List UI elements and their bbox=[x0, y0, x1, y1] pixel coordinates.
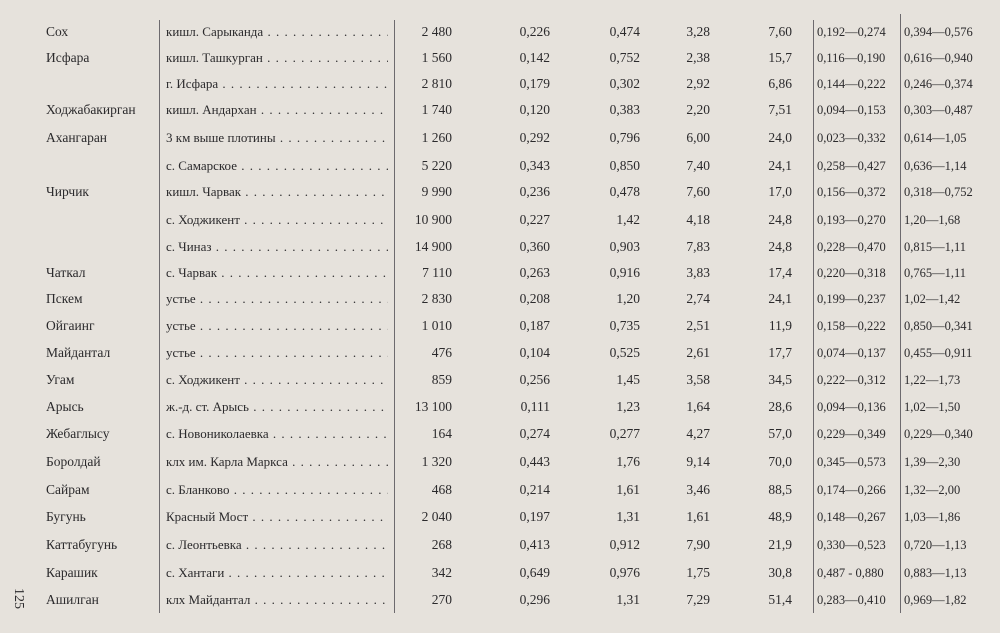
range-2: 0,394—0,576 bbox=[904, 25, 973, 39]
value-4: 28,6 bbox=[768, 399, 792, 414]
basin-area: 342 bbox=[431, 565, 452, 580]
river-name: Каттабугунь bbox=[46, 537, 118, 552]
station-name: с. Чарвак . . . bbox=[166, 260, 388, 286]
station-name: устье . . . bbox=[166, 313, 388, 339]
value-2: 1,23 bbox=[616, 399, 640, 414]
range-1: 0,158—0,222 bbox=[817, 319, 886, 333]
value-3: 2,20 bbox=[686, 102, 710, 117]
station-name: с. Самарское . . . bbox=[166, 153, 388, 179]
value-2: 0,850 bbox=[609, 158, 640, 173]
range-2: 1,32—2,00 bbox=[904, 483, 961, 497]
value-3: 1,75 bbox=[686, 565, 710, 580]
river-name bbox=[46, 153, 158, 179]
value-2: 0,735 bbox=[609, 318, 640, 333]
river-name: Жебаглысу bbox=[46, 426, 110, 441]
station-name: клх им. Карла Маркса . . . bbox=[166, 449, 388, 475]
range-2: 0,969—1,82 bbox=[904, 593, 967, 607]
value-1: 0,296 bbox=[519, 592, 550, 607]
range-2: 1,39—2,30 bbox=[904, 455, 961, 469]
value-3: 2,51 bbox=[686, 318, 710, 333]
basin-area: 2 830 bbox=[421, 291, 452, 306]
table-row bbox=[0, 504, 1000, 530]
table-row bbox=[0, 313, 1000, 339]
basin-area: 7 110 bbox=[422, 265, 452, 280]
value-2: 0,976 bbox=[609, 565, 640, 580]
range-1: 0,330—0,523 bbox=[817, 538, 886, 552]
table-row bbox=[0, 560, 1000, 586]
table-row bbox=[0, 19, 1000, 45]
value-2: 1,76 bbox=[616, 454, 640, 469]
value-3: 4,18 bbox=[686, 212, 710, 227]
river-name bbox=[46, 71, 158, 97]
table-row bbox=[0, 207, 1000, 233]
range-2: 0,303—0,487 bbox=[904, 103, 973, 117]
value-1: 0,104 bbox=[519, 345, 550, 360]
river-name: Ойгаинг bbox=[46, 318, 95, 333]
river-name: Сайрам bbox=[46, 482, 90, 497]
range-2: 0,850—0,341 bbox=[904, 319, 973, 333]
basin-area: 1 560 bbox=[421, 50, 452, 65]
value-2: 0,912 bbox=[609, 537, 640, 552]
basin-area: 2 040 bbox=[421, 509, 452, 524]
river-name bbox=[46, 207, 158, 233]
value-2: 0,478 bbox=[609, 184, 640, 199]
station-name: кишл. Ташкурган . . . bbox=[166, 45, 388, 71]
river-name: Угам bbox=[46, 372, 75, 387]
table-row bbox=[0, 260, 1000, 286]
value-3: 2,92 bbox=[686, 76, 710, 91]
range-1: 0,228—0,470 bbox=[817, 240, 886, 254]
value-4: 24,0 bbox=[768, 130, 792, 145]
table-row bbox=[0, 587, 1000, 613]
basin-area: 1 260 bbox=[421, 130, 452, 145]
river-name: Ашилган bbox=[46, 592, 99, 607]
table-row bbox=[0, 394, 1000, 420]
value-4: 88,5 bbox=[768, 482, 792, 497]
value-4: 51,4 bbox=[768, 592, 792, 607]
table-row bbox=[0, 234, 1000, 260]
value-4: 24,8 bbox=[768, 212, 792, 227]
value-3: 4,27 bbox=[686, 426, 710, 441]
range-2: 0,815—1,11 bbox=[904, 240, 967, 254]
value-4: 7,51 bbox=[768, 102, 792, 117]
basin-area: 1 740 bbox=[421, 102, 452, 117]
value-2: 0,277 bbox=[609, 426, 640, 441]
value-4: 17,4 bbox=[768, 265, 792, 280]
range-1: 0,192—0,274 bbox=[817, 25, 886, 39]
value-4: 21,9 bbox=[768, 537, 792, 552]
station-name: клх Майдантал . . . bbox=[166, 587, 388, 613]
value-4: 7,60 bbox=[768, 24, 792, 39]
value-1: 0,256 bbox=[519, 372, 550, 387]
river-name: Сох bbox=[46, 24, 69, 39]
value-3: 9,14 bbox=[686, 454, 710, 469]
range-2: 0,616—0,940 bbox=[904, 51, 973, 65]
value-2: 1,42 bbox=[616, 212, 640, 227]
station-name: с. Чиназ . . . bbox=[166, 234, 388, 260]
value-4: 17,7 bbox=[768, 345, 792, 360]
value-4: 24,1 bbox=[768, 291, 792, 306]
station-name: с. Ходжикент . . . bbox=[166, 207, 388, 233]
table-row bbox=[0, 125, 1000, 151]
value-4: 48,9 bbox=[768, 509, 792, 524]
river-name: Пскем bbox=[46, 291, 83, 306]
range-2: 0,636—1,14 bbox=[904, 159, 967, 173]
table-row bbox=[0, 367, 1000, 393]
table-row bbox=[0, 45, 1000, 71]
range-2: 0,883—1,13 bbox=[904, 566, 967, 580]
basin-area: 13 100 bbox=[414, 399, 452, 414]
value-2: 0,796 bbox=[609, 130, 640, 145]
table-row bbox=[0, 97, 1000, 123]
basin-area: 1 010 bbox=[421, 318, 452, 333]
value-4: 70,0 bbox=[768, 454, 792, 469]
basin-area: 164 bbox=[431, 426, 452, 441]
range-1: 0,258—0,427 bbox=[817, 159, 886, 173]
range-1: 0,156—0,372 bbox=[817, 185, 886, 199]
range-2: 0,229—0,340 bbox=[904, 427, 973, 441]
value-4: 15,7 bbox=[768, 50, 792, 65]
range-2: 1,03—1,86 bbox=[904, 510, 961, 524]
value-1: 0,227 bbox=[519, 212, 550, 227]
station-name: г. Исфара . . . bbox=[166, 71, 388, 97]
range-1: 0,094—0,153 bbox=[817, 103, 886, 117]
range-2: 1,22—1,73 bbox=[904, 373, 961, 387]
range-1: 0,222—0,312 bbox=[817, 373, 886, 387]
river-name: Майдантал bbox=[46, 345, 111, 360]
station-name: с. Хантаги . . . bbox=[166, 560, 388, 586]
range-1: 0,487 - 0,880 bbox=[817, 566, 884, 580]
value-1: 0,187 bbox=[519, 318, 550, 333]
table-row bbox=[0, 286, 1000, 312]
station-name: устье . . . bbox=[166, 286, 388, 312]
table-row bbox=[0, 340, 1000, 366]
range-2: 0,318—0,752 bbox=[904, 185, 973, 199]
river-name: Ахангаран bbox=[46, 130, 108, 145]
value-2: 1,61 bbox=[616, 482, 640, 497]
value-2: 0,752 bbox=[609, 50, 640, 65]
basin-area: 5 220 bbox=[421, 158, 452, 173]
river-name bbox=[46, 234, 158, 260]
value-3: 7,90 bbox=[686, 537, 710, 552]
value-1: 0,226 bbox=[519, 24, 550, 39]
table-row bbox=[0, 153, 1000, 179]
value-4: 11,9 bbox=[768, 318, 792, 333]
value-2: 0,903 bbox=[609, 239, 640, 254]
range-2: 1,20—1,68 bbox=[904, 213, 961, 227]
value-2: 1,45 bbox=[616, 372, 640, 387]
table-row bbox=[0, 477, 1000, 503]
range-2: 1,02—1,50 bbox=[904, 400, 961, 414]
value-1: 0,413 bbox=[519, 537, 550, 552]
range-1: 0,074—0,137 bbox=[817, 346, 886, 360]
range-2: 1,02—1,42 bbox=[904, 292, 961, 306]
table-row bbox=[0, 532, 1000, 558]
value-1: 0,274 bbox=[519, 426, 550, 441]
value-4: 34,5 bbox=[768, 372, 792, 387]
river-name: Исфара bbox=[46, 50, 90, 65]
basin-area: 14 900 bbox=[414, 239, 452, 254]
range-1: 0,116—0,190 bbox=[817, 51, 886, 65]
value-3: 7,60 bbox=[686, 184, 710, 199]
range-1: 0,023—0,332 bbox=[817, 131, 886, 145]
basin-area: 2 480 bbox=[421, 24, 452, 39]
value-1: 0,292 bbox=[519, 130, 550, 145]
range-1: 0,283—0,410 bbox=[817, 593, 886, 607]
basin-area: 9 990 bbox=[421, 184, 452, 199]
value-3: 3,58 bbox=[686, 372, 710, 387]
river-name: Чирчик bbox=[46, 184, 89, 199]
value-1: 0,120 bbox=[519, 102, 550, 117]
value-1: 0,142 bbox=[519, 50, 550, 65]
value-2: 0,474 bbox=[609, 24, 640, 39]
value-2: 1,20 bbox=[616, 291, 640, 306]
range-1: 0,144—0,222 bbox=[817, 77, 886, 91]
table-row bbox=[0, 421, 1000, 447]
value-1: 0,360 bbox=[519, 239, 550, 254]
range-2: 0,455—0,911 bbox=[904, 346, 973, 360]
range-2: 0,246—0,374 bbox=[904, 77, 973, 91]
basin-area: 268 bbox=[431, 537, 452, 552]
page-number: 125 bbox=[11, 588, 26, 609]
value-4: 24,1 bbox=[768, 158, 792, 173]
value-3: 7,29 bbox=[686, 592, 710, 607]
station-name: кишл. Андархан . . . bbox=[166, 97, 388, 123]
station-name: 3 км выше плотины . . . bbox=[166, 125, 388, 151]
value-4: 6,86 bbox=[768, 76, 792, 91]
basin-area: 10 900 bbox=[414, 212, 452, 227]
value-3: 3,83 bbox=[686, 265, 710, 280]
station-name: ж.-д. ст. Арысь . . . bbox=[166, 394, 388, 420]
range-1: 0,229—0,349 bbox=[817, 427, 886, 441]
value-1: 0,443 bbox=[519, 454, 550, 469]
value-1: 0,263 bbox=[519, 265, 550, 280]
table-row bbox=[0, 71, 1000, 97]
table-row bbox=[0, 179, 1000, 205]
value-1: 0,649 bbox=[519, 565, 550, 580]
value-3: 1,64 bbox=[686, 399, 710, 414]
value-4: 17,0 bbox=[768, 184, 792, 199]
basin-area: 270 bbox=[431, 592, 452, 607]
station-name: с. Леонтьевка . . . bbox=[166, 532, 388, 558]
basin-area: 1 320 bbox=[421, 454, 452, 469]
value-2: 0,525 bbox=[609, 345, 640, 360]
station-name: Красный Мост . . . bbox=[166, 504, 388, 530]
range-2: 0,614—1,05 bbox=[904, 131, 967, 145]
range-2: 0,720—1,13 bbox=[904, 538, 967, 552]
value-3: 7,83 bbox=[686, 239, 710, 254]
river-name: Ходжабакирган bbox=[46, 102, 136, 117]
value-2: 1,31 bbox=[616, 592, 640, 607]
value-3: 3,28 bbox=[686, 24, 710, 39]
station-name: устье . . . bbox=[166, 340, 388, 366]
value-3: 2,74 bbox=[686, 291, 710, 306]
river-name: Карашик bbox=[46, 565, 98, 580]
value-1: 0,179 bbox=[519, 76, 550, 91]
table-row bbox=[0, 449, 1000, 475]
range-1: 0,148—0,267 bbox=[817, 510, 886, 524]
value-3: 1,61 bbox=[686, 509, 710, 524]
value-3: 7,40 bbox=[686, 158, 710, 173]
value-4: 57,0 bbox=[768, 426, 792, 441]
station-name: кишл. Чарвак . . . bbox=[166, 179, 388, 205]
value-1: 0,343 bbox=[519, 158, 550, 173]
value-3: 6,00 bbox=[686, 130, 710, 145]
river-name: Боролдай bbox=[46, 454, 101, 469]
basin-area: 476 bbox=[431, 345, 452, 360]
river-name: Арысь bbox=[46, 399, 84, 414]
value-2: 0,302 bbox=[609, 76, 640, 91]
value-1: 0,197 bbox=[519, 509, 550, 524]
river-name: Бугунь bbox=[46, 509, 86, 524]
range-1: 0,199—0,237 bbox=[817, 292, 886, 306]
range-1: 0,220—0,318 bbox=[817, 266, 886, 280]
station-name: кишл. Сарыканда . . . bbox=[166, 19, 388, 45]
value-1: 0,214 bbox=[519, 482, 550, 497]
value-3: 3,46 bbox=[686, 482, 710, 497]
basin-area: 2 810 bbox=[421, 76, 452, 91]
basin-area: 859 bbox=[431, 372, 452, 387]
value-1: 0,111 bbox=[520, 399, 550, 414]
value-4: 24,8 bbox=[768, 239, 792, 254]
value-3: 2,61 bbox=[686, 345, 710, 360]
station-name: с. Бланково . . . bbox=[166, 477, 388, 503]
range-1: 0,174—0,266 bbox=[817, 483, 886, 497]
value-2: 1,31 bbox=[616, 509, 640, 524]
river-name: Чаткал bbox=[46, 265, 86, 280]
value-3: 2,38 bbox=[686, 50, 710, 65]
value-2: 0,916 bbox=[609, 265, 640, 280]
station-name: с. Новониколаевка . . . bbox=[166, 421, 388, 447]
range-1: 0,193—0,270 bbox=[817, 213, 886, 227]
range-1: 0,094—0,136 bbox=[817, 400, 886, 414]
value-4: 30,8 bbox=[768, 565, 792, 580]
range-2: 0,765—1,11 bbox=[904, 266, 967, 280]
value-1: 0,236 bbox=[519, 184, 550, 199]
value-1: 0,208 bbox=[519, 291, 550, 306]
value-2: 0,383 bbox=[609, 102, 640, 117]
basin-area: 468 bbox=[431, 482, 452, 497]
range-1: 0,345—0,573 bbox=[817, 455, 886, 469]
station-name: с. Ходжикент . . . bbox=[166, 367, 388, 393]
